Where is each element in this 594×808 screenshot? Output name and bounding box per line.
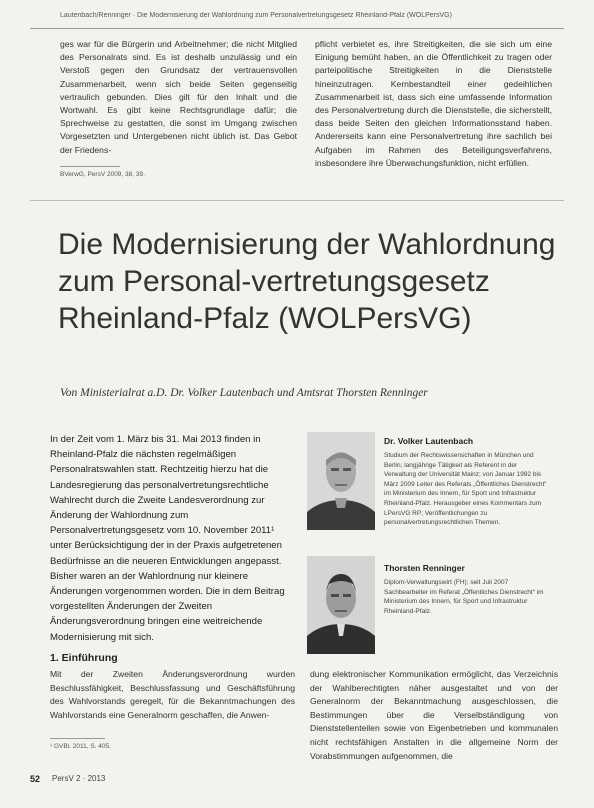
- journal-reference: PersV 2 · 2013: [52, 774, 106, 783]
- author-name-lautenbach: Dr. Volker Lautenbach: [384, 436, 474, 446]
- article-authors: Von Ministerialrat a.D. Dr. Volker Lautenbach und Amtsrat Thorsten Renninger: [60, 387, 428, 399]
- bottom-right-paragraph: dung elektronischer Kommunikation ermöglicht, das Verzeichnis der Wahlberechtigten näher ausgestaltet und von der Generalnorm der Bekanntmachung ausgeschlossen, die Bestimmungen über die Verselbständigung von Dienststellenteilen sowie von Eigenbetrieben und kommunalen nicht rechtsfähigen Anstalten in die allgemeine Norm der Vorabstimmungen aufgenommen, die: [310, 669, 558, 761]
- section-heading: 1. Einführung: [50, 652, 118, 664]
- author-bio-renninger: Diplom-Verwaltungswirt (FH); seit Juli 2007 Sachbearbeiter im Referat „Öffentliches Dienstrecht“ im Ministerium des Innern, für Sport und Infrastruktur Rheinland-Pfalz.: [384, 579, 544, 615]
- bottom-footnote: ¹ GVBl. 2011, S. 405.: [50, 743, 111, 750]
- bottom-right-column: [310, 668, 558, 763]
- top-footnote: BVerwG, PersV 2009, 38, 39.: [60, 171, 145, 178]
- top-right-paragraph: pflicht verbietet es, ihre Streitigkeiten, die sie sich um eine Einigung bemüht haben, an die Öffentlichkeit zu tragen oder parteipolitische Streitigkeiten in die Dienststelle hineinzutragen. Kernbestandteil einer gedeihlichen Zusammenarbeit ist, dass sich eine umfassende Information des Personalvertretung durch die Dienststelle, die sicherstellt, dass beide Seiten den gleichen Informationsstand haben. Andererseits kann eine Personalvertretung ihre sachlich bei Aufgaben im Rahmen des Beteiligungsverfahrens, insbesondere ihre Überwachungsfunktion, nicht erfüllen.: [315, 39, 552, 168]
- top-left-column: [60, 38, 297, 157]
- top-footnote-rule: [60, 166, 120, 167]
- bottom-left-column: [50, 668, 295, 722]
- running-header: Lautenbach/Renninger · Die Modernisierung der Wahlordnung zum Personalvertretungsgesetz Rheinland-Pfalz (WOLPersVG): [60, 12, 452, 19]
- author-photo-renninger: [307, 556, 375, 654]
- top-left-paragraph: ges war für die Bürgerin und Arbeitnehmer; die nicht Mitglied des Personalrats sind. Es ist deshalb unzulässig und ein Verstoß gegen den Grundsatz der vertrauensvollen Zusammenarbeit, wenn sich beide Seiten gegenseitig vertraulich gebunden. Dies gilt für den Inhalt und die Wortwahl. Es gibt keine Rechtsgrundlage dafür; die Sprechweise zu gestatten, die sonst im Umgang zwischen Vorgesetzten und Untergebenen nicht üblich ist. Das Gebot der Friedens-: [60, 39, 297, 155]
- intro-paragraph: [50, 432, 293, 645]
- author-bio-lautenbach: Studium der Rechtswissenschaften in München und Berlin; langjährige Tätigkeit als Referent in der Verwaltung der Universität Mainz; von Januar 1992 bis März 2009 Leiter des Referats „Öffentliches Dienstrecht“ im Ministerium des Innern, für Sport und Infrastruktur Rheinland-Pfalz. Herausgeber eines Kommentars zum LPersVG RP; Veröffentlichungen zu personalvertretungsrechtlichen Themen.: [384, 452, 547, 527]
- bottom-footnote-rule: [50, 738, 105, 739]
- author-photo-lautenbach: [307, 432, 375, 530]
- header-rule: [30, 28, 564, 29]
- top-right-column: [315, 38, 552, 170]
- bottom-left-paragraph: Mit der Zweiten Änderungsverordnung wurden Beschlussfähigkeit, Beschlussfassung und Geschäftsführung des Wahlvorstands geregelt, für die Bekanntmachungen des Wahlvorstands eine Generalnorm geschaffen, die Anwen-: [50, 669, 295, 720]
- intro-text: In der Zeit vom 1. März bis 31. Mai 2013 finden in Rheinland-Pfalz die nächsten regelmäßigen Personalratswahlen statt. Rechtzeitig hierzu hat die Landesregierung das personalvertretungsrechtliche Wahlrecht durch die Zweite Landesverordnung zur Änderung der Wahlordnung zum Personalvertretungsgesetz vom 10. November 2011¹ unter Berücksichtigung der in der Praxis aufgetretenen Bedürfnisse an die neueren Entwicklungen angepasst. Bisher waren an der Wahlordnung nur kleinere Änderungen vorgenommen worden. Die in dem Beitrag vorgestellten Änderungen der Zweiten Änderungsverordnung bringen eine weitreichende Modernisierung mit sich.: [50, 434, 285, 643]
- article-title: Die Modernisierung der Wahlordnung zum Personal-vertretungsgesetz Rheinland-Pfalz (WOLPersVG): [58, 228, 556, 335]
- page-number: 52: [30, 774, 41, 784]
- section-divider: [30, 200, 564, 201]
- author-name-renninger: Thorsten Renninger: [384, 563, 465, 573]
